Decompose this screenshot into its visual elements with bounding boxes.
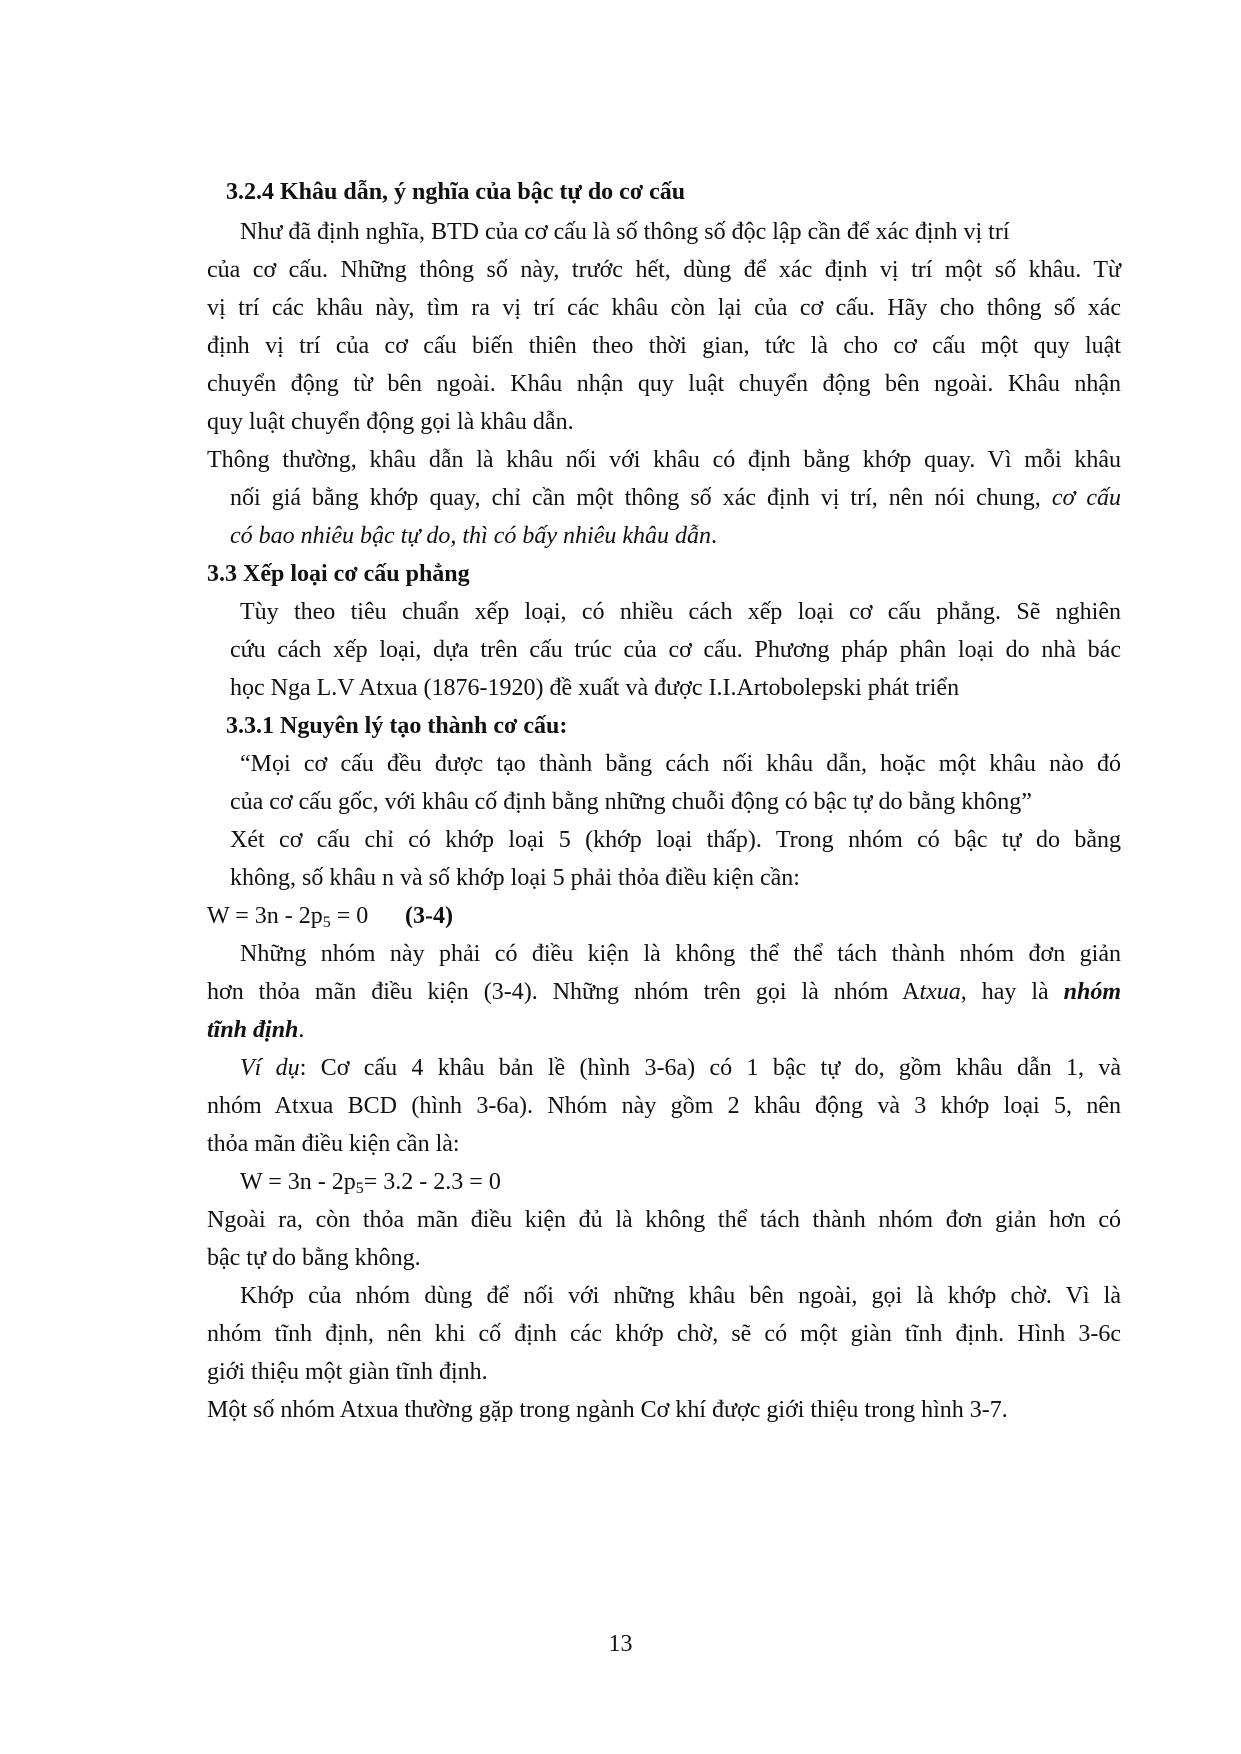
emphasis-text: txua (919, 979, 961, 1005)
paragraph-line: vị trí các khâu này, tìm ra vị trí các khâu còn lại của cơ cấu. Hãy cho thông số xác (207, 295, 1121, 321)
formula-subscript: 5 (322, 914, 331, 931)
section-heading-3-2-4: 3.2.4 Khâu dẫn, ý nghĩa của bậc tự do cơ cấu (226, 179, 686, 205)
example-label: Ví dụ (240, 1055, 300, 1081)
paragraph-line: Một số nhóm Atxua thường gặp trong ngành Cơ khí được giới thiệu trong hình 3-7. (207, 1397, 1008, 1423)
text-run: hơn thỏa mãn điều kiện (3-4). Những nhóm trên gọi là nhóm A (207, 979, 920, 1005)
emphasis-text: cơ cấu (1051, 485, 1121, 511)
quote-line: của cơ cấu gốc, với khâu cố định bằng những chuỗi động có bậc tự do bằng không” (230, 789, 1032, 815)
formula-text: = 0 (330, 903, 369, 929)
page-number: 13 (608, 1631, 633, 1657)
text-run: : Cơ cấu 4 khâu bản lề (hình 3-6a) có 1 bậc tự do, gồm khâu dẫn 1, và (299, 1055, 1121, 1081)
text-run: , hay là (960, 979, 1064, 1005)
paragraph-line: nhóm Atxua BCD (hình 3-6a). Nhóm này gồm 2 khâu động và 3 khớp loại 5, nên (207, 1093, 1121, 1119)
paragraph-line: Tùy theo tiêu chuẩn xếp loại, có nhiều cách xếp loại cơ cấu phẳng. Sẽ nghiên (240, 599, 1121, 625)
paragraph-line: cứu cách xếp loại, dựa trên cấu trúc của cơ cấu. Phương pháp phân loại do nhà bác (230, 637, 1121, 663)
paragraph-line: Ngoài ra, còn thỏa mãn điều kiện đủ là không thể tách thành nhóm đơn giản hơn có (207, 1207, 1121, 1233)
formula-label: (3-4) (405, 903, 453, 929)
quote-line: “Mọi cơ cấu đều được tạo thành bằng cách nối khâu dẫn, hoặc một khâu nào đó (240, 751, 1121, 777)
formula-text: = 3.2 - 2.3 = 0 (363, 1169, 501, 1195)
paragraph-line: Khớp của nhóm dùng để nối với những khâu bên ngoài, gọi là khớp chờ. Vì là (240, 1283, 1121, 1309)
paragraph-line: bậc tự do bằng không. (207, 1245, 421, 1271)
formula-subscript: 5 (355, 1180, 364, 1197)
formula-text: W = 3n - 2p (240, 1169, 356, 1195)
formula-text: W = 3n - 2p (207, 903, 323, 929)
paragraph-line: Xét cơ cấu chỉ có khớp loại 5 (khớp loại thấp). Trong nhóm có bậc tự do bằng (230, 827, 1121, 853)
paragraph-line: chuyển động từ bên ngoài. Khâu nhận quy luật chuyển động bên ngoài. Khâu nhận (207, 371, 1121, 397)
paragraph-line: Như đã định nghĩa, BTD của cơ cấu là số thông số độc lập cần để xác định vị trí (240, 219, 1010, 245)
paragraph-line (230, 521, 717, 551)
bold-italic-text: nhóm (1063, 979, 1121, 1005)
paragraph-line: thỏa mãn điều kiện cần là: (207, 1131, 460, 1157)
paragraph-line: quy luật chuyển động gọi là khâu dẫn. (207, 409, 574, 435)
paragraph-line: giới thiệu một giàn tĩnh định. (207, 1359, 488, 1385)
paragraph-line: nhóm tĩnh định, nên khi cố định các khớp chờ, sẽ có một giàn tĩnh định. Hình 3-6c (207, 1321, 1121, 1347)
paragraph-line (207, 977, 1121, 1007)
bold-italic-text: tĩnh định (207, 1017, 299, 1043)
paragraph-line (240, 1053, 1121, 1083)
text-run: nối giá bằng khớp quay, chỉ cần một thông số xác định vị trí, nên nói chung, (230, 485, 1052, 511)
emphasis-text: có bao nhiêu bậc tự do, thì có bấy nhiêu khâu dẫn (230, 523, 711, 549)
formula-3-4 (207, 901, 368, 931)
text-run: . (298, 1017, 305, 1043)
paragraph-line: của cơ cấu. Những thông số này, trước hết, dùng để xác định vị trí một số khâu. Từ (207, 257, 1121, 283)
section-heading-3-3-1: 3.3.1 Nguyên lý tạo thành cơ cấu: (226, 713, 568, 739)
paragraph-line: Thông thường, khâu dẫn là khâu nối với khâu có định bằng khớp quay. Vì mỗi khâu (207, 447, 1121, 473)
paragraph-line: không, số khâu n và số khớp loại 5 phải thỏa điều kiện cần: (230, 865, 800, 891)
paragraph-line: học Nga L.V Atxua (1876-1920) đề xuất và được I.I.Artobolepski phát triển (230, 675, 960, 701)
formula-example (240, 1167, 501, 1197)
text-run: . (711, 523, 717, 549)
paragraph-line: định vị trí của cơ cấu biến thiên theo thời gian, tức là cho cơ cấu một quy luật (207, 333, 1121, 359)
paragraph-line (230, 483, 1121, 513)
section-heading-3-3: 3.3 Xếp loại cơ cấu phẳng (207, 561, 470, 587)
paragraph-line: Những nhóm này phải có điều kiện là không thể thể tách thành nhóm đơn giản (240, 941, 1121, 967)
paragraph-line (207, 1015, 304, 1045)
